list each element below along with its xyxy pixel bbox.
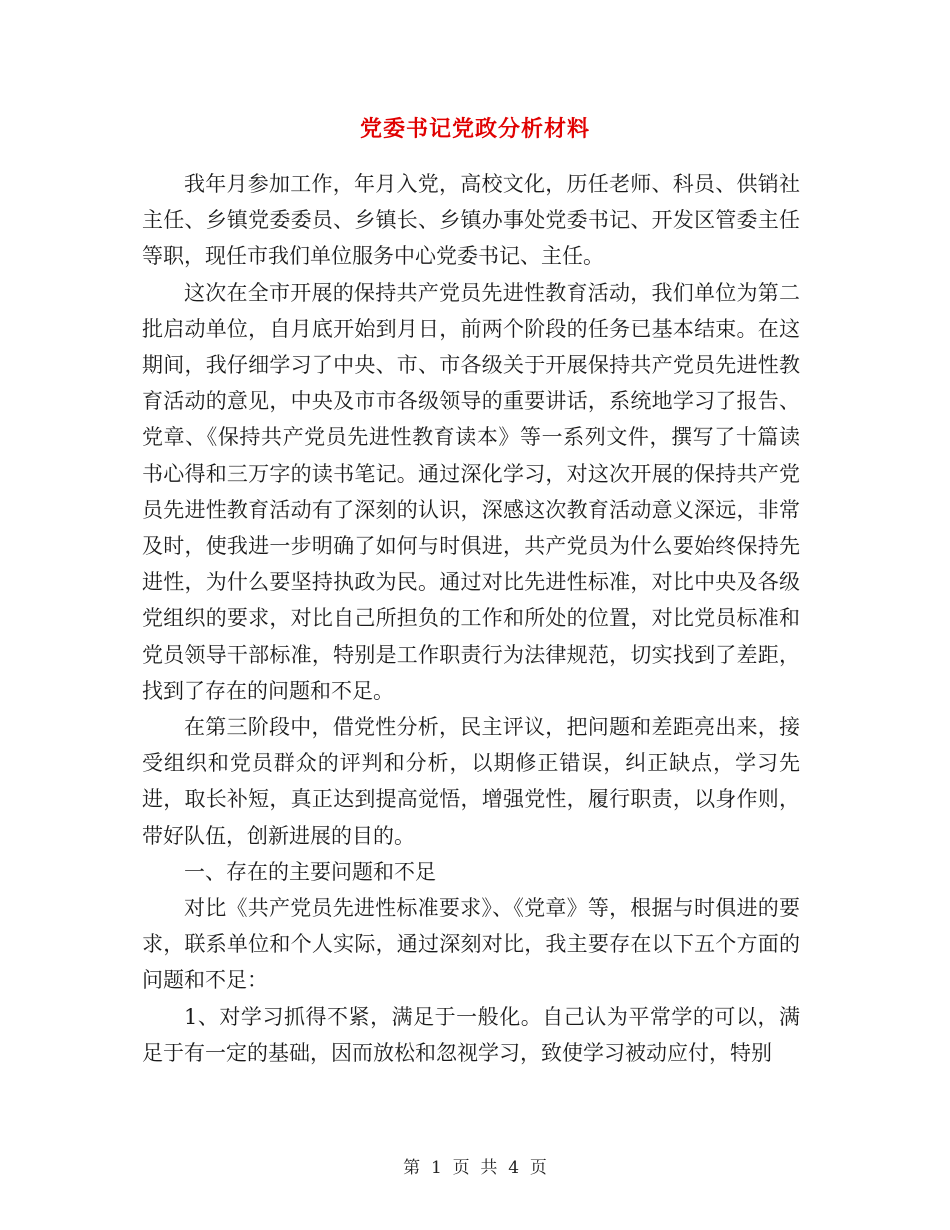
document-title: 党委书记党政分析材料: [359, 116, 590, 142]
section-heading-problems: 一、存在的主要问题和不足: [184, 859, 436, 884]
paragraph-third-stage: 在第三阶段中，借党性分析，民主评议，把问题和差距亮出来，接受组织和党员群众的评判和分析，以期修正错误，纠正缺点，学习先进，取长补短，真正达到提高觉悟，增强党性，履行职责，以身作则，带好队伍，创新进展的目的。: [142, 715, 800, 848]
paragraph-intro: 我年月参加工作，年月入党，高校文化，历任老师、科员、供销社主任、乡镇党委委员、乡镇长、乡镇办事处党委书记、开发区管委主任等职，现任市我们单位服务中心党委书记、主任。: [142, 172, 800, 269]
page-footer: 第 1 页 共 4 页: [403, 1158, 547, 1178]
document-body: [142, 166, 800, 1071]
paragraph-education-activity: 这次在全市开展的保持共产党员先进性教育活动，我们单位为第二批启动单位，自月底开始到月日，前两个阶段的任务已基本结束。在这期间，我仔细学习了中央、市、市各级关于开展保持共产党员先进性教育活动的意见，中央及市市各级领导的重要讲话，系统地学习了报告、党章、《保持共产党员先进性教育读本》等一系列文件，撰写了十篇读书心得和三万字的读书笔记。通过深化学习，对这次开展的保持共产党员先进性教育活动有了深刻的认识，深感这次教育活动意义深远，非常及时，使我进一步明确了如何与时俱进，共产党员为什么要始终保持先进性，为什么要坚持执政为民。通过对比先进性标准，对比中央及各级党组织的要求，对比自己所担负的工作和所处的位置，对比党员标准和党员领导干部标准，特别是工作职责行为法律规范，切实找到了差距，找到了存在的问题和不足。: [142, 280, 800, 703]
paragraph-item-1: 1、对学习抓得不紧，满足于一般化。自己认为平常学的可以，满足于有一定的基础，因而放松和忽视学习，致使学习被动应付，特别: [142, 1004, 800, 1065]
paragraph-comparison: 对比《共产党员先进性标准要求》、《党章》等，根据与时俱进的要求，联系单位和个人实际，通过深刻对比，我主要存在以下五个方面的问题和不足：: [142, 896, 800, 993]
